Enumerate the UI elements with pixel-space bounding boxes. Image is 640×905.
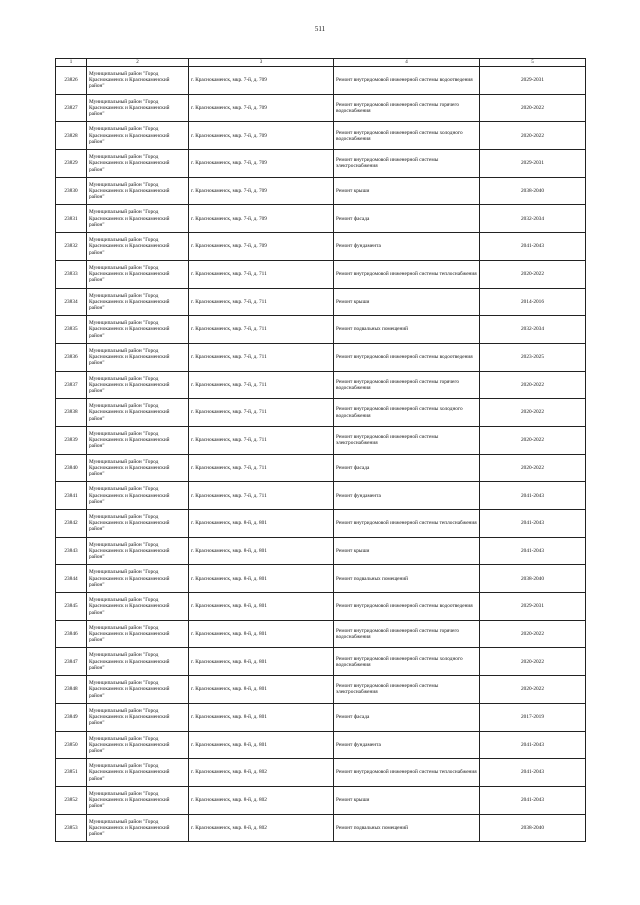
header-col-4: 4 [334, 59, 480, 67]
address-cell: г. Краснокаменск, мкр. 8-й, д. 801 [189, 537, 334, 565]
header-row [56, 59, 586, 67]
page-number: 511 [314, 25, 326, 33]
address-cell: г. Краснокаменск, мкр. 7-й, д. 711 [189, 316, 334, 344]
table-row [56, 676, 586, 704]
address-cell: г. Краснокаменск, мкр. 7-й, д. 709 [189, 233, 334, 261]
period-cell: 2041-2043 [480, 233, 586, 261]
row-number: 23830 [56, 177, 87, 205]
municipality-cell: Муниципальный район "Город Краснокаменск и Краснокаменский район" [87, 343, 189, 371]
period-cell: 2029-2031 [480, 150, 586, 178]
table-row [56, 316, 586, 344]
municipality-cell: Муниципальный район "Город Краснокаменск и Краснокаменский район" [87, 67, 189, 95]
address-cell: г. Краснокаменск, мкр. 7-й, д. 711 [189, 454, 334, 482]
work-type-cell: Ремонт крыши [334, 786, 480, 814]
work-type-cell: Ремонт фундамента [334, 731, 480, 759]
repair-schedule-table [55, 58, 586, 842]
row-number: 23847 [56, 648, 87, 676]
row-number: 23832 [56, 233, 87, 261]
municipality-cell: Муниципальный район "Город Краснокаменск и Краснокаменский район" [87, 94, 189, 122]
work-type-cell: Ремонт крыши [334, 537, 480, 565]
work-type-cell: Ремонт фундамента [334, 482, 480, 510]
municipality-cell: Муниципальный район "Город Краснокаменск и Краснокаменский район" [87, 288, 189, 316]
municipality-cell: Муниципальный район "Город Краснокаменск и Краснокаменский район" [87, 426, 189, 454]
period-cell: 2038-2040 [480, 814, 586, 842]
municipality-cell: Муниципальный район "Город Краснокаменск и Краснокаменский район" [87, 731, 189, 759]
table-row [56, 343, 586, 371]
address-cell: г. Краснокаменск, мкр. 8-й, д. 801 [189, 565, 334, 593]
table-row [56, 620, 586, 648]
municipality-cell: Муниципальный район "Город Краснокаменск и Краснокаменский район" [87, 482, 189, 510]
address-cell: г. Краснокаменск, мкр. 7-й, д. 709 [189, 94, 334, 122]
period-cell: 2032-2034 [480, 205, 586, 233]
row-number: 23840 [56, 454, 87, 482]
address-cell: г. Краснокаменск, мкр. 8-й, д. 801 [189, 620, 334, 648]
period-cell: 2041-2043 [480, 537, 586, 565]
table-row [56, 122, 586, 150]
row-number: 23836 [56, 343, 87, 371]
table-row [56, 426, 586, 454]
period-cell: 2032-2034 [480, 316, 586, 344]
municipality-cell: Муниципальный район "Город Краснокаменск и Краснокаменский район" [87, 233, 189, 261]
period-cell: 2041-2043 [480, 510, 586, 538]
row-number: 23833 [56, 260, 87, 288]
period-cell: 2038-2040 [480, 177, 586, 205]
table-header [56, 59, 586, 67]
work-type-cell: Ремонт крыши [334, 177, 480, 205]
table-row [56, 205, 586, 233]
period-cell: 2041-2043 [480, 759, 586, 787]
address-cell: г. Краснокаменск, мкр. 7-й, д. 709 [189, 150, 334, 178]
municipality-cell: Муниципальный район "Город Краснокаменск и Краснокаменский район" [87, 150, 189, 178]
header-col-3: 3 [189, 59, 334, 67]
table-row [56, 648, 586, 676]
table-row [56, 537, 586, 565]
work-type-cell: Ремонт внутридомовой инженерной системы теплоснабжения [334, 260, 480, 288]
address-cell: г. Краснокаменск, мкр. 8-й, д. 801 [189, 510, 334, 538]
table-row [56, 814, 586, 842]
table-row [56, 786, 586, 814]
period-cell: 2020-2022 [480, 454, 586, 482]
municipality-cell: Муниципальный район "Город Краснокаменск и Краснокаменский район" [87, 759, 189, 787]
work-type-cell: Ремонт внутридомовой инженерной системы электроснабжения [334, 676, 480, 704]
row-number: 23839 [56, 426, 87, 454]
row-number: 23835 [56, 316, 87, 344]
period-cell: 2020-2022 [480, 260, 586, 288]
table-row [56, 731, 586, 759]
row-number: 23846 [56, 620, 87, 648]
row-number: 23845 [56, 593, 87, 621]
period-cell: 2020-2022 [480, 648, 586, 676]
address-cell: г. Краснокаменск, мкр. 7-й, д. 711 [189, 343, 334, 371]
period-cell: 2020-2022 [480, 676, 586, 704]
municipality-cell: Муниципальный район "Город Краснокаменск и Краснокаменский район" [87, 786, 189, 814]
work-type-cell: Ремонт внутридомовой инженерной системы горячего водоснабжения [334, 371, 480, 399]
header-col-2: 2 [87, 59, 189, 67]
row-number: 23850 [56, 731, 87, 759]
table-row [56, 260, 586, 288]
period-cell: 2020-2022 [480, 426, 586, 454]
work-type-cell: Ремонт внутридомовой инженерной системы водоотведения [334, 67, 480, 95]
municipality-cell: Муниципальный район "Город Краснокаменск и Краснокаменский район" [87, 537, 189, 565]
address-cell: г. Краснокаменск, мкр. 8-й, д. 801 [189, 703, 334, 731]
address-cell: г. Краснокаменск, мкр. 8-й, д. 801 [189, 593, 334, 621]
row-number: 23853 [56, 814, 87, 842]
work-type-cell: Ремонт внутридомовой инженерной системы электроснабжения [334, 426, 480, 454]
table-row [56, 454, 586, 482]
work-type-cell: Ремонт внутридомовой инженерной системы горячего водоснабжения [334, 94, 480, 122]
row-number: 23826 [56, 67, 87, 95]
period-cell: 2020-2022 [480, 94, 586, 122]
municipality-cell: Муниципальный район "Город Краснокаменск и Краснокаменский район" [87, 205, 189, 233]
period-cell: 2020-2022 [480, 122, 586, 150]
row-number: 23837 [56, 371, 87, 399]
work-type-cell: Ремонт внутридомовой инженерной системы теплоснабжения [334, 759, 480, 787]
period-cell: 2041-2043 [480, 482, 586, 510]
work-type-cell: Ремонт внутридомовой инженерной системы горячего водоснабжения [334, 620, 480, 648]
work-type-cell: Ремонт внутридомовой инженерной системы холодного водоснабжения [334, 399, 480, 427]
period-cell: 2014-2016 [480, 288, 586, 316]
table-row [56, 177, 586, 205]
period-cell: 2020-2022 [480, 399, 586, 427]
municipality-cell: Муниципальный район "Город Краснокаменск и Краснокаменский район" [87, 371, 189, 399]
address-cell: г. Краснокаменск, мкр. 7-й, д. 709 [189, 122, 334, 150]
period-cell: 2041-2043 [480, 731, 586, 759]
table-row [56, 399, 586, 427]
address-cell: г. Краснокаменск, мкр. 7-й, д. 711 [189, 288, 334, 316]
row-number: 23828 [56, 122, 87, 150]
period-cell: 2023-2025 [480, 343, 586, 371]
municipality-cell: Муниципальный район "Город Краснокаменск и Краснокаменский район" [87, 593, 189, 621]
address-cell: г. Краснокаменск, мкр. 8-й, д. 802 [189, 814, 334, 842]
period-cell: 2038-2040 [480, 565, 586, 593]
municipality-cell: Муниципальный район "Город Краснокаменск и Краснокаменский район" [87, 316, 189, 344]
address-cell: г. Краснокаменск, мкр. 8-й, д. 802 [189, 786, 334, 814]
municipality-cell: Муниципальный район "Город Краснокаменск и Краснокаменский район" [87, 814, 189, 842]
row-number: 23849 [56, 703, 87, 731]
municipality-cell: Муниципальный район "Город Краснокаменск и Краснокаменский район" [87, 399, 189, 427]
row-number: 23844 [56, 565, 87, 593]
table-row [56, 150, 586, 178]
header-col-5: 5 [480, 59, 586, 67]
row-number: 23829 [56, 150, 87, 178]
table-row [56, 94, 586, 122]
work-type-cell: Ремонт внутридомовой инженерной системы водоотведения [334, 343, 480, 371]
work-type-cell: Ремонт крыши [334, 288, 480, 316]
municipality-cell: Муниципальный район "Город Краснокаменск и Краснокаменский район" [87, 703, 189, 731]
work-type-cell: Ремонт фундамента [334, 233, 480, 261]
work-type-cell: Ремонт внутридомовой инженерной системы холодного водоснабжения [334, 648, 480, 676]
row-number: 23843 [56, 537, 87, 565]
row-number: 23841 [56, 482, 87, 510]
address-cell: г. Краснокаменск, мкр. 8-й, д. 801 [189, 648, 334, 676]
table-row [56, 482, 586, 510]
work-type-cell: Ремонт подвальных помещений [334, 316, 480, 344]
period-cell: 2041-2043 [480, 786, 586, 814]
work-type-cell: Ремонт внутридомовой инженерной системы холодного водоснабжения [334, 122, 480, 150]
municipality-cell: Муниципальный район "Город Краснокаменск и Краснокаменский район" [87, 676, 189, 704]
municipality-cell: Муниципальный район "Город Краснокаменск и Краснокаменский район" [87, 260, 189, 288]
row-number: 23827 [56, 94, 87, 122]
address-cell: г. Краснокаменск, мкр. 7-й, д. 709 [189, 67, 334, 95]
table-row [56, 510, 586, 538]
municipality-cell: Муниципальный район "Город Краснокаменск и Краснокаменский район" [87, 177, 189, 205]
period-cell: 2017-2019 [480, 703, 586, 731]
address-cell: г. Краснокаменск, мкр. 7-й, д. 709 [189, 205, 334, 233]
row-number: 23852 [56, 786, 87, 814]
address-cell: г. Краснокаменск, мкр. 7-й, д. 711 [189, 426, 334, 454]
municipality-cell: Муниципальный район "Город Краснокаменск и Краснокаменский район" [87, 620, 189, 648]
address-cell: г. Краснокаменск, мкр. 7-й, д. 711 [189, 399, 334, 427]
municipality-cell: Муниципальный район "Город Краснокаменск и Краснокаменский район" [87, 122, 189, 150]
header-col-1: 1 [56, 59, 87, 67]
table-row [56, 565, 586, 593]
work-type-cell: Ремонт внутридомовой инженерной системы теплоснабжения [334, 510, 480, 538]
table-row [56, 593, 586, 621]
row-number: 23848 [56, 676, 87, 704]
table-row [56, 67, 586, 95]
row-number: 23842 [56, 510, 87, 538]
address-cell: г. Краснокаменск, мкр. 8-й, д. 802 [189, 759, 334, 787]
table-row [56, 703, 586, 731]
table-row [56, 233, 586, 261]
work-type-cell: Ремонт подвальных помещений [334, 565, 480, 593]
table-row [56, 759, 586, 787]
table-row [56, 288, 586, 316]
address-cell: г. Краснокаменск, мкр. 7-й, д. 711 [189, 371, 334, 399]
municipality-cell: Муниципальный район "Город Краснокаменск и Краснокаменский район" [87, 510, 189, 538]
address-cell: г. Краснокаменск, мкр. 7-й, д. 709 [189, 177, 334, 205]
period-cell: 2029-2031 [480, 593, 586, 621]
work-type-cell: Ремонт фасада [334, 454, 480, 482]
table-row [56, 371, 586, 399]
work-type-cell: Ремонт внутридомовой инженерной системы водоотведения [334, 593, 480, 621]
work-type-cell: Ремонт фасада [334, 205, 480, 233]
address-cell: г. Краснокаменск, мкр. 8-й, д. 801 [189, 676, 334, 704]
work-type-cell: Ремонт подвальных помещений [334, 814, 480, 842]
work-type-cell: Ремонт фасада [334, 703, 480, 731]
address-cell: г. Краснокаменск, мкр. 8-й, д. 801 [189, 731, 334, 759]
municipality-cell: Муниципальный район "Город Краснокаменск и Краснокаменский район" [87, 565, 189, 593]
row-number: 23834 [56, 288, 87, 316]
period-cell: 2020-2022 [480, 371, 586, 399]
work-type-cell: Ремонт внутридомовой инженерной системы электроснабжения [334, 150, 480, 178]
row-number: 23851 [56, 759, 87, 787]
municipality-cell: Муниципальный район "Город Краснокаменск и Краснокаменский район" [87, 648, 189, 676]
row-number: 23838 [56, 399, 87, 427]
table-body [56, 67, 586, 842]
address-cell: г. Краснокаменск, мкр. 7-й, д. 711 [189, 482, 334, 510]
municipality-cell: Муниципальный район "Город Краснокаменск и Краснокаменский район" [87, 454, 189, 482]
address-cell: г. Краснокаменск, мкр. 7-й, д. 711 [189, 260, 334, 288]
row-number: 23831 [56, 205, 87, 233]
period-cell: 2020-2022 [480, 620, 586, 648]
period-cell: 2029-2031 [480, 67, 586, 95]
